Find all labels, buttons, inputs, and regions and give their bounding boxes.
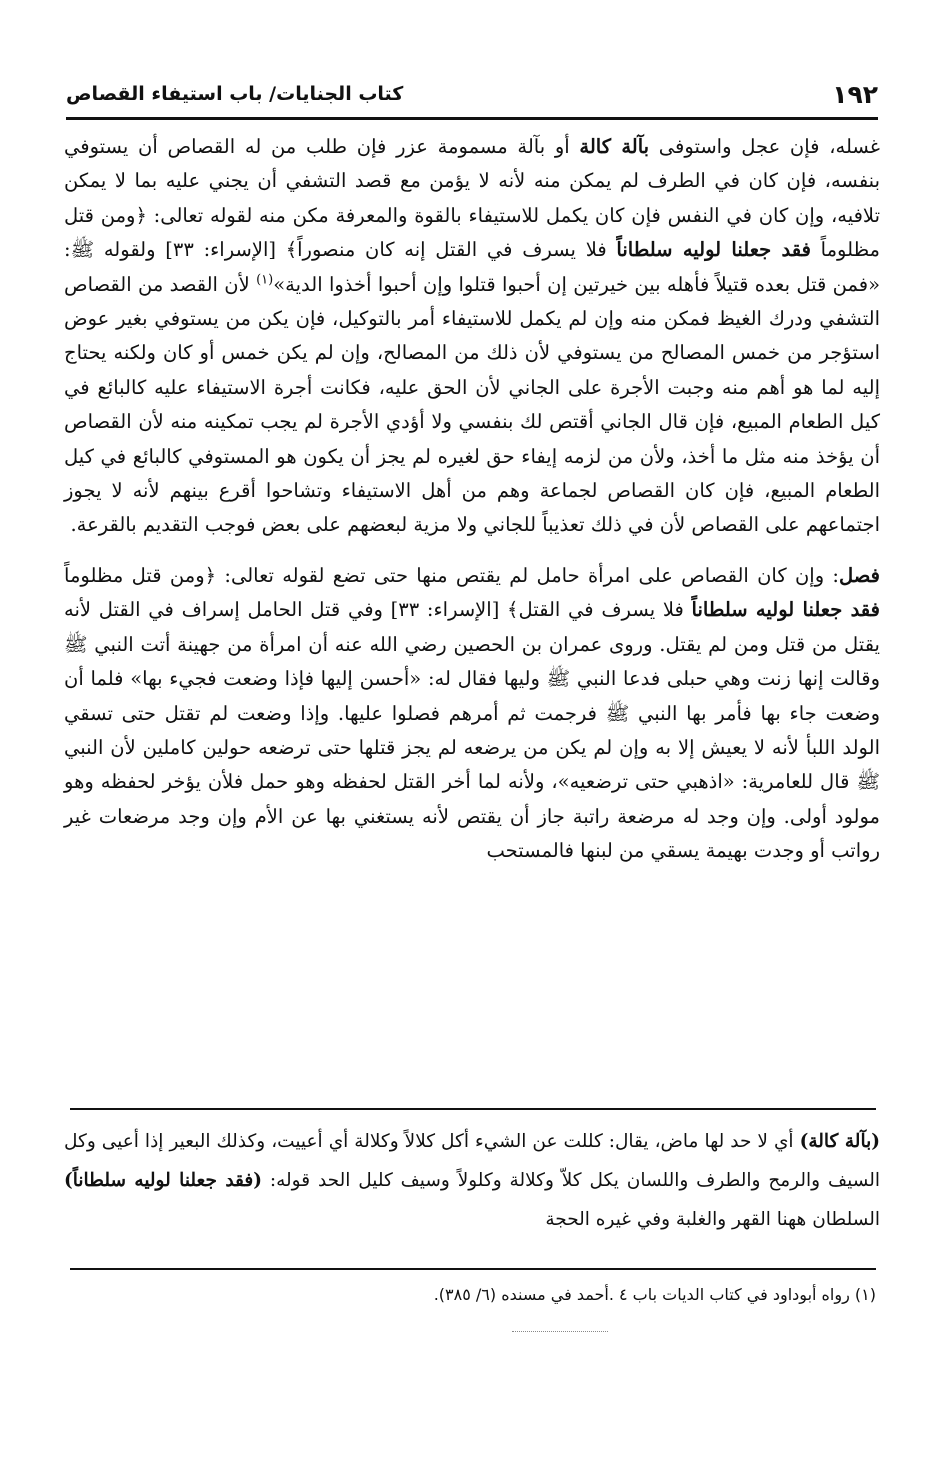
bold-quran-phrase: فقد جعلنا لوليه سلطاناً bbox=[616, 238, 811, 262]
paragraph-1 bbox=[64, 130, 880, 543]
page-number: ١٩٢ bbox=[832, 79, 878, 109]
section-label: فصل bbox=[839, 563, 880, 587]
text-run: فلا يسرف في القتل﴾ [الإسراء: ٣٣] وفي قتل الحامل إسراف في القتل لأنه يقتل من قتل ومن لم يقتل. وروى عمران بن الحصين رضي الله عنه أن امرأة من جهينة أتت النبي ﷺ وقالت إنها زنت وهي حبلى فدعا النبي ﷺ وليها فقال له: «أحسن إليها فإذا وضعت فجيء بها» فلما أن وضعت جاء بها فأمر بها النبي ﷺ فرجمت ثم أمرهم فصلوا عليها. وإذا وضعت لم تقتل حتى تسقي الولد اللبأ لأنه لا يعيش إلا به وإن لم يكن من يرضعه لم يجز قتلها حتى ترضعه حولين كاملين لأن النبي ﷺ قال للعامرية: «اذهبي حتى ترضعيه»، ولأنه لما أخر القتل لحفظه وهو حمل فلأن يؤخر لحفظه وهو مولود أولى. وإن وجد له مرضعة راتبة جاز أن يقتص لأنه يستغني بها عن الأم وإن وجد مرضعات غير رواتب أو وجدت بهيمة يسقي من لبنها فالمستحب bbox=[64, 598, 880, 863]
text-run: السلطان ههنا القهر والغلبة وفي غيره الحجة bbox=[545, 1209, 880, 1230]
bold-term: (فقد جعلنا لوليه سلطاناً) bbox=[64, 1170, 262, 1191]
scan-mark bbox=[512, 1331, 608, 1332]
gloss-rule bbox=[70, 1108, 876, 1110]
paragraph-2 bbox=[64, 559, 880, 869]
text-run: : وإن كان القصاص على امرأة حامل لم يقتص منها حتى تضع لقوله تعالى: ﴿ومن قتل مظلوماً bbox=[64, 563, 839, 587]
footnote-rule bbox=[70, 1268, 876, 1270]
bold-quran-phrase: فقد جعلنا لوليه سلطاناً bbox=[691, 598, 880, 622]
text-run: أو بآلة مسمومة عزر فإن طلب من له القصاص أن يستوفي بنفسه، فإن كان في الطرف لم يمكن منه لأنه لا يؤمن مع قصد التشفي أن يجني عليه بما لا يمكن تلافيه، وإن كان في النفس فإن كان يكمل للاستيفاء بالقوة والمعرفة مكن منه لقوله تعالى: ﴿ومن قتل مظلوماً bbox=[64, 135, 881, 262]
footnote-marker: (١) bbox=[256, 272, 274, 288]
text-run: فلا يسرف في القتل إنه كان منصوراً﴾ [الإسراء: ٣٣] ولقوله ﷺ: «فمن قتل بعده قتيلاً فأهله بين خيرتين إن أحبوا قتلوا وإن أحبوا أخذوا الدية» bbox=[64, 238, 881, 296]
main-text bbox=[64, 130, 880, 869]
text-run: لأن القصد من القصاص التشفي ودرك الغيظ فمكن منه وإن لم يكمل للاستيفاء أمر بالتوكيل، فإن يكن من يستوفي بغير عوض استؤجر من خمس المصالح من يستوفي لأن ذلك من المصالح، وإن لم يكن خمس أو كان ولكنه يحتاج إليه لما هو أهم منه وجبت الأجرة على الجاني لأن الحق عليه، فكانت أجرة الاستيفاء عليه كالبائع في كيل الطعام المبيع، فإن قال الجاني أقتص لك بنفسي ولا أؤدي الأجرة لم يجب تمكينه منه لأن القصاص أن يؤخذ منه مثل ما أخذ، ولأن من لزمه إيفاء حق لغيره لم يجز أن يكون هو المستوفي كالبائع في كيل الطعام المبيع، فإن كان القصاص لجماعة وهم من أهل الاستيفاء وتشاحوا أقرع بينهم لأنه لا يجوز اجتماعهم على القصاص لأن في ذلك تعذيباً للجاني ولا مزية لبعضهم على بعض فوجب التقديم بالقرعة. bbox=[64, 272, 880, 537]
footnote: (١) رواه أبوداود في كتاب الديات باب ٤ .أحمد في مسنده (٦/ ٣٨٥). bbox=[433, 1285, 876, 1304]
running-title: كتاب الجنايات/ باب استيفاء القصاص bbox=[66, 83, 404, 105]
gloss-paragraph bbox=[64, 1122, 880, 1239]
bold-term: (بآلة كالة) bbox=[799, 1131, 880, 1152]
header-rule bbox=[66, 117, 878, 120]
text-run: غسله، فإن عجل واستوفى bbox=[649, 135, 880, 158]
glossary-notes bbox=[64, 1122, 880, 1239]
bold-term: بآلة كالة bbox=[579, 135, 650, 158]
page-header bbox=[66, 76, 878, 112]
text-run: أي لا حد لها ماض، يقال: كللت عن الشيء أكل كلالاً وكلالة أي أعييت، وكذلك البعير إذا أعيى وكل السيف والرمح والطرف واللسان يكل كلاّ وكلالة وكلولاً وسيف كليل الحد قوله: bbox=[64, 1131, 880, 1191]
